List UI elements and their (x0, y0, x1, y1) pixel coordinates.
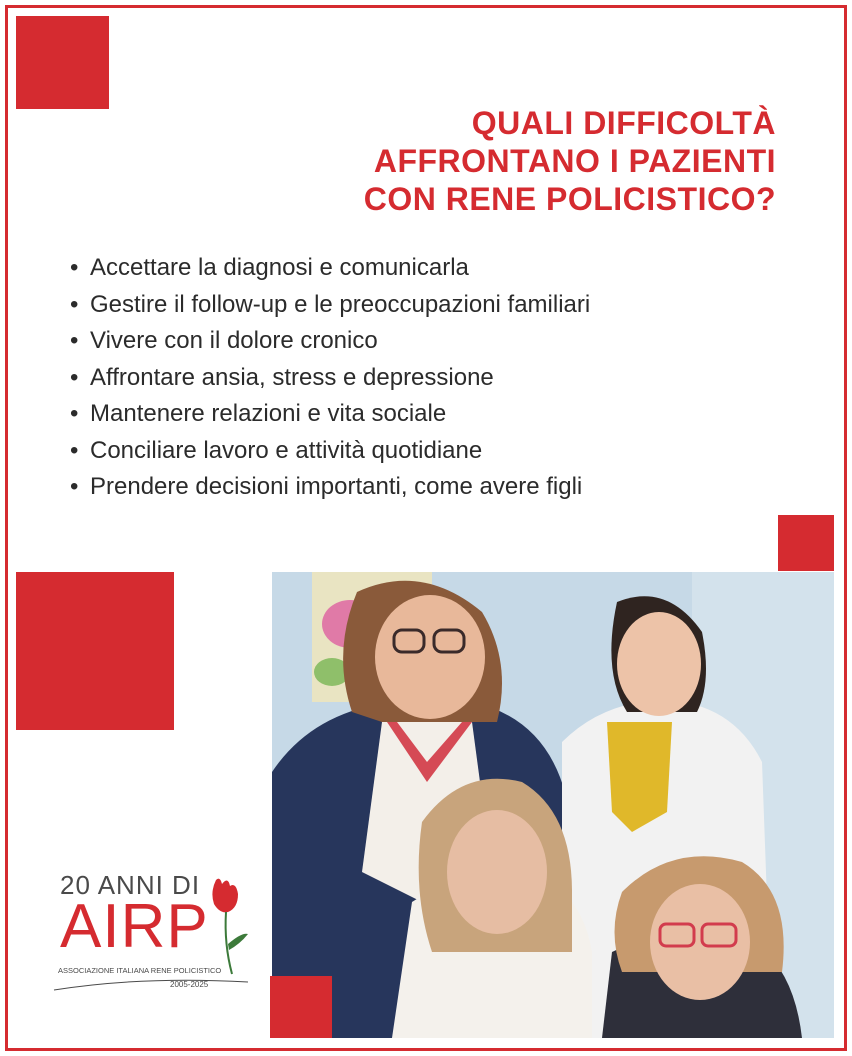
decor-square-mid-right (778, 515, 834, 571)
list-item (70, 287, 590, 324)
bullet-icon: • (70, 290, 79, 318)
list-item-text: Accettare la diagnosi e comunicarla (90, 254, 469, 281)
bullet-icon: • (70, 473, 79, 500)
logo-years: 2005-2025 (170, 980, 209, 989)
list-item-text: Conciliare lavoro e attività quotidiane (90, 436, 483, 464)
list-item (70, 469, 590, 506)
bullet-icon: • (70, 327, 79, 354)
list-item (70, 250, 590, 287)
list-item (70, 396, 590, 433)
list-item-text: Prendere decisioni importanti, come avere figli (90, 473, 583, 500)
list-item-text: Mantenere relazioni e vita sociale (90, 400, 447, 427)
airp-logo (52, 870, 262, 1000)
list-item (70, 323, 590, 360)
headline (364, 104, 776, 218)
group-photo-illustration (272, 572, 834, 1038)
list-item (70, 433, 590, 470)
group-photo (272, 572, 834, 1038)
bullet-icon: • (70, 254, 79, 281)
list-item-text: Affrontare ansia, stress e depressione (90, 363, 494, 391)
logo-anniversary-text: 20 ANNI DI (60, 870, 201, 900)
decor-square-mid-left (16, 572, 174, 730)
headline-line: QUALI DIFFICOLTÀ (471, 105, 776, 141)
decor-square-top-left (16, 16, 109, 109)
headline-line: CON RENE POLICISTICO? (363, 181, 776, 217)
bullet-icon: • (70, 363, 79, 391)
logo-swoosh (52, 974, 252, 994)
headline-line: AFFRONTANO I PAZIENTI (373, 143, 776, 179)
list-item-text: Gestire il follow-up e le preoccupazioni familiari (90, 290, 591, 318)
difficulties-list (70, 250, 590, 506)
list-item-text: Vivere con il dolore cronico (90, 327, 378, 354)
logo-name: AIRP (60, 892, 209, 961)
decor-square-bottom (270, 976, 332, 1038)
logo-subtitle: ASSOCIAZIONE ITALIANA RENE POLICISTICO (58, 966, 222, 975)
bullet-icon: • (70, 436, 79, 464)
list-item (70, 360, 590, 397)
bullet-icon: • (70, 400, 79, 427)
